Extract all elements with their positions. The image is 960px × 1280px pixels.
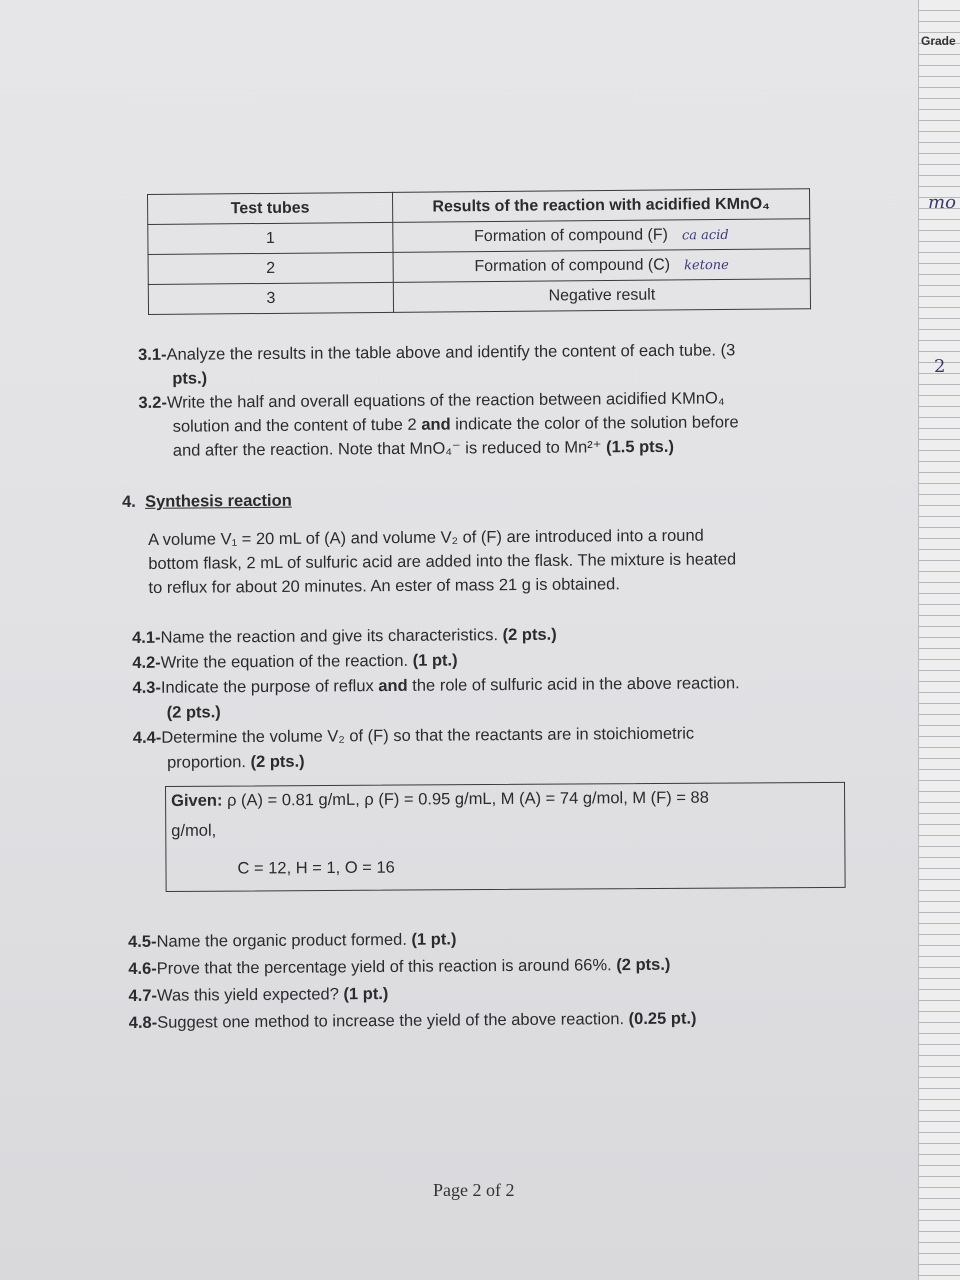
question-4-1: 4.1-Name the reaction and give its characteristics. (2 pts.)	[132, 625, 557, 647]
result-text: Formation of compound (C)	[474, 255, 671, 275]
section-4-heading: 4. Synthesis reaction	[122, 491, 292, 511]
question-4-5: 4.5-Name the organic product formed. (1 pt.)	[128, 930, 457, 951]
result-cell	[393, 219, 810, 253]
question-3-1-points: pts.)	[172, 369, 208, 388]
handwritten-note: ketone	[684, 257, 729, 273]
handwritten-note: mo	[928, 192, 956, 213]
tube-number: 3	[148, 282, 393, 314]
result-cell	[393, 279, 810, 313]
table-row	[148, 279, 810, 315]
column-header-results: Results of the reaction with acidified KMnO₄	[392, 189, 809, 223]
results-table	[147, 188, 811, 315]
tube-number: 1	[148, 222, 393, 254]
question-3-2-line3: and after the reaction. Note that MnO₄⁻ is reduced to Mn²⁺ (1.5 pts.)	[172, 437, 674, 460]
question-4-4-line2: proportion. (2 pts.)	[167, 752, 305, 772]
section-title: Synthesis reaction	[144, 491, 292, 511]
handwritten-note: ca acid	[681, 227, 729, 243]
result-text: Formation of compound (F)	[474, 225, 669, 245]
result-text: Negative result	[548, 286, 656, 304]
question-4-2: 4.2-Write the equation of the reaction. (1 pt.)	[132, 651, 458, 672]
result-cell	[393, 249, 810, 283]
given-data-box: Given: ρ (A) = 0.81 g/mL, ρ (F) = 0.95 g/mL, M (A) = 74 g/mol, M (F) = 88 g/mol, C = 12, H = 1, O = 16	[165, 782, 846, 892]
question-4-3: 4.3-Indicate the purpose of reflux and the role of sulfuric acid in the above reaction.	[132, 674, 740, 697]
question-3-2: 3.2-Write the half and overall equations of the reaction between acidified KMnO₄	[138, 389, 725, 412]
tube-number: 2	[148, 252, 393, 284]
question-3-2-line2: solution and the content of tube 2 and indicate the color of the solution before	[172, 413, 739, 436]
handwritten-mark: 2	[934, 356, 946, 377]
section-4-paragraph: A volume V₁ = 20 mL of (A) and volume V₂ of (F) are introduced into a round bottom flask, 2 mL of sulfuric acid are added into the flask. The mixture is heated to reflux for about 20 minutes. An ester of mass 21 g is obtained.	[148, 526, 737, 597]
page-number: Page 2 of 2	[433, 1180, 515, 1200]
column-header-test-tubes: Test tubes	[148, 192, 393, 224]
question-4-8: 4.8-Suggest one method to increase the yield of the above reaction. (0.25 pt.)	[128, 1009, 697, 1032]
question-4-4: 4.4-Determine the volume V₂ of (F) so that the reactants are in stoichiometric	[132, 724, 695, 747]
question-4-3-points: (2 pts.)	[166, 703, 221, 722]
question-4-7: 4.7-Was this yield expected? (1 pt.)	[128, 984, 389, 1005]
question-4-6: 4.6-Prove that the percentage yield of this reaction is around 66%. (2 pts.)	[128, 955, 671, 978]
grade-label: Grade	[921, 34, 956, 48]
question-3-1: 3.1-Analyze the results in the table above and identify the content of each tube. (3	[138, 341, 736, 364]
